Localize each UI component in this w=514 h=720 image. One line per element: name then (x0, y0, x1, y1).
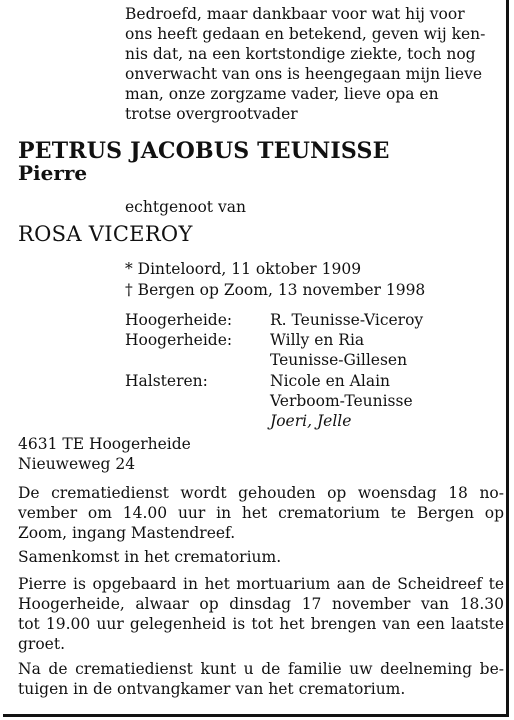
life-dates (125, 259, 425, 301)
viewing-line: Pierre is opgebaard in het mortuarium aan de Scheidreef te (18, 575, 504, 593)
service-line: Zoom, ingang Mastendreef. (18, 524, 236, 542)
family-place: Hoogerheide: (125, 311, 233, 329)
family-name: Willy en Ria (270, 331, 365, 349)
birth-date: * Dinteloord, 11 oktober 1909 (125, 260, 362, 278)
condolence-line: Na de crematiedienst kunt u de familie uw deelneming be- (18, 660, 504, 678)
intro-line: onverwacht van ons is heengegaan mijn lieve (125, 65, 483, 83)
gathering-line: Samenkomst in het crematorium. (18, 548, 282, 566)
intro-line: ons heeft gedaan en betekend, geven wij ken- (125, 25, 486, 43)
family-name: Verboom-Teunisse (270, 392, 413, 410)
address (18, 434, 191, 474)
service-line: vember om 14.00 uur in het crematorium te Bergen op (18, 504, 504, 522)
viewing-line: tot 19.00 uur gelegenheid is tot het brengen van een laatste (18, 615, 504, 633)
intro-paragraph (125, 4, 485, 124)
death-date: † Bergen op Zoom, 13 november 1998 (125, 281, 426, 299)
spouse-name: ROSA VICEROY (18, 222, 193, 246)
address-line: Nieuweweg 24 (18, 455, 136, 473)
spouse-relation: echtgenoot van (125, 198, 246, 216)
deceased-name: PETRUS JACOBUS TEUNISSE (18, 138, 390, 164)
deceased-nickname: Pierre (18, 161, 88, 185)
family-place: Halsteren: (125, 372, 208, 390)
family-name: Nicole en Alain (270, 372, 391, 390)
family-place: Hoogerheide: (125, 331, 233, 349)
viewing-paragraph (18, 574, 504, 654)
service-paragraph (18, 483, 504, 543)
condolence-line: tuigen in de ontvangkamer van het crematorium. (18, 680, 406, 698)
viewing-line: groet. (18, 635, 65, 653)
family-name: Teunisse-Gillesen (270, 351, 408, 369)
gathering-paragraph (18, 547, 504, 567)
condolence-paragraph (18, 659, 504, 699)
grandchildren-names: Joeri, Jelle (270, 412, 352, 430)
intro-line: nis dat, na een kortstondige ziekte, toch nog (125, 45, 476, 63)
intro-line: man, onze zorgzame vader, lieve opa en (125, 85, 439, 103)
family-name: R. Teunisse-Viceroy (270, 311, 424, 329)
service-line: De crematiedienst wordt gehouden op woensdag 18 no- (18, 484, 504, 502)
death-notice-card (3, 0, 509, 717)
intro-line: trotse overgrootvader (125, 105, 298, 123)
viewing-line: Hoogerheide, alwaar op dinsdag 17 november van 18.30 (18, 595, 504, 613)
address-line: 4631 TE Hoogerheide (18, 435, 191, 453)
intro-line: Bedroefd, maar dankbaar voor wat hij voor (125, 5, 465, 23)
